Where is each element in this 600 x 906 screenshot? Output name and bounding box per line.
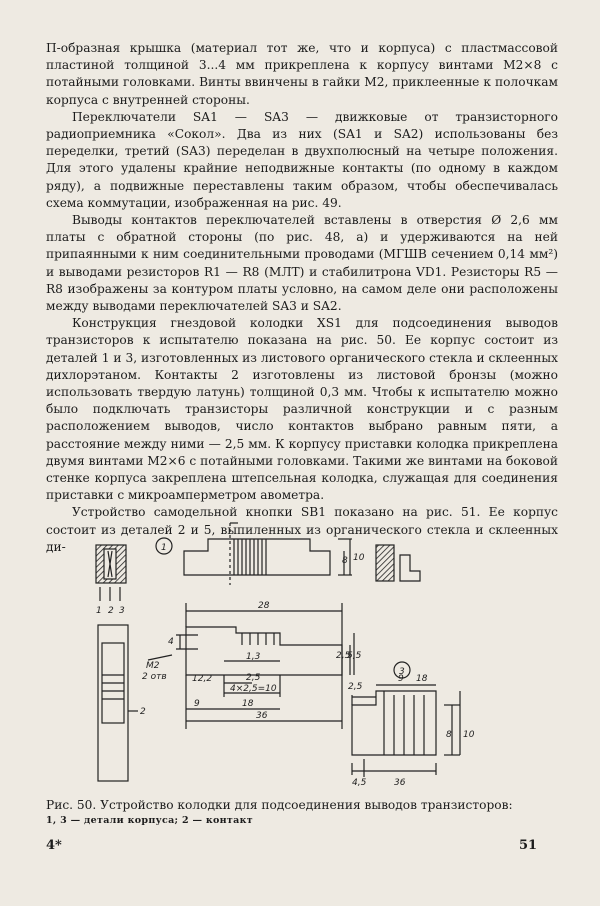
paragraph: Устройство самодельной кнопки SB1 показано на рис. 51. Ее корпус состоит из деталей 2 и 5, выпиленных из органического стекла и склеенных ди- [46, 505, 558, 554]
dim-s-4-5: 4,5 [352, 778, 367, 788]
dim-2-5-a: 2,5 [246, 673, 261, 683]
callout-1-label: 1 [161, 543, 167, 553]
dim-8: 8 [342, 556, 348, 566]
part-label-3: 3 [119, 606, 125, 616]
part-2-label: 2 [140, 707, 146, 717]
figure-50-drawing [80, 515, 520, 795]
dim-s-18: 18 [416, 674, 428, 684]
dim-4: 4 [168, 637, 174, 647]
caption-main: Рис. 50. Устройство колодки для подсоединения выводов транзисторов: [46, 798, 513, 812]
paragraph: Выводы контактов переключателей вставлены в отверстия Ø 2,6 мм платы с обратной стороны (по рис. 48, а) и удерживаются на ней припаянными к ним соединительными проводами (МГШВ сечением 0,14 мм²) и выводами резисторов R1 — R8 (МЛТ) и стабилитрона VD1. Резисторы R5 — R8 изображены за контуром платы условно, на самом деле они расположены между выводами переключателей SA3 и SA2. [46, 213, 558, 314]
figure-caption [46, 797, 566, 829]
dim-36: 36 [256, 711, 268, 721]
dim-s-2-5: 2,5 [348, 682, 363, 692]
paragraph: П-образная крышка (материал тот же, что и корпуса) с пластмассовой пластиной толщиной 3...4 мм прикреплена к корпусу винтами М2×8 с потайными головками. Винты ввинчены в гайки М2, приклеенные к полочкам корпуса с внутренней стороны. [46, 41, 558, 107]
part-label-1: 1 [96, 606, 102, 616]
page-number: 51 [519, 838, 538, 853]
caption-legend: 1, 3 — детали корпуса; 2 — контакт [46, 815, 253, 826]
dim-2-5-b: 2,5 [336, 651, 351, 661]
section-right [376, 545, 394, 581]
dim-1-3: 1,3 [246, 652, 261, 662]
part-2-contact-view [186, 627, 342, 675]
dim-m2: М2 [146, 661, 160, 671]
dim-10: 10 [353, 553, 365, 563]
part-label-2: 2 [108, 606, 114, 616]
dim-9: 9 [194, 699, 200, 709]
paragraph: Конструкция гнездовой колодки XS1 для подсоединения выводов транзисторов к испытателю показана на рис. 50. Ее корпус состоит из деталей 1 и 3, изготовленных из листового органического стекла и склеенных дихлорэтаном. Контакты 2 изготовлены из листовой бронзы (можно использовать твердую латунь) толщиной 0,3 мм. Чтобы к испытателю можно было подключать транзисторы различной конструкции и с разным расположением выводов, число контактов выбрано равным пяти, а расстояние между ними — 2,5 мм. К корпусу приставки колодка прикреплена двумя винтами М2×6 с потайными головками. Такими же винтами на боковой стенке корпуса закреплена штепсельная колодка, служащая для соединения приставки с микроамперметром авометра. [46, 316, 558, 503]
dim-s-10: 10 [463, 730, 475, 740]
body-text [46, 40, 558, 556]
part-1-side-view [184, 539, 330, 575]
signature-mark: 4* [46, 838, 62, 853]
dim-18: 18 [242, 699, 254, 709]
contact-teeth [242, 633, 274, 645]
paragraph: Переключатели SA1 — SA3 — движковые от транзисторного радиоприемника «Сокол». Два из них (SA1 и SA2) использованы без переделки, третий (SA3) переделан в двухполюсный на четыре положения. Для этого удалены крайние неподвижные контакты (по одному в каждом ряду), а подвижные переставлены таким образом, чтобы обеспечивалась схема коммутации, изображенная на рис. 49. [46, 109, 558, 210]
dim-m2-holes: 2 отв [142, 672, 167, 682]
dim-28: 28 [258, 601, 270, 611]
dim-4x2-5: 4×2,5=10 [230, 684, 277, 694]
dim-s-36: 36 [394, 778, 406, 788]
dim-s-8: 8 [446, 730, 452, 740]
dim-s-9: 9 [398, 674, 404, 684]
contact-slots [234, 539, 266, 575]
dim-12-2: 12,2 [192, 674, 213, 684]
callout-3-label: 3 [399, 667, 405, 677]
dim-5-5: 5,5 [347, 651, 362, 661]
